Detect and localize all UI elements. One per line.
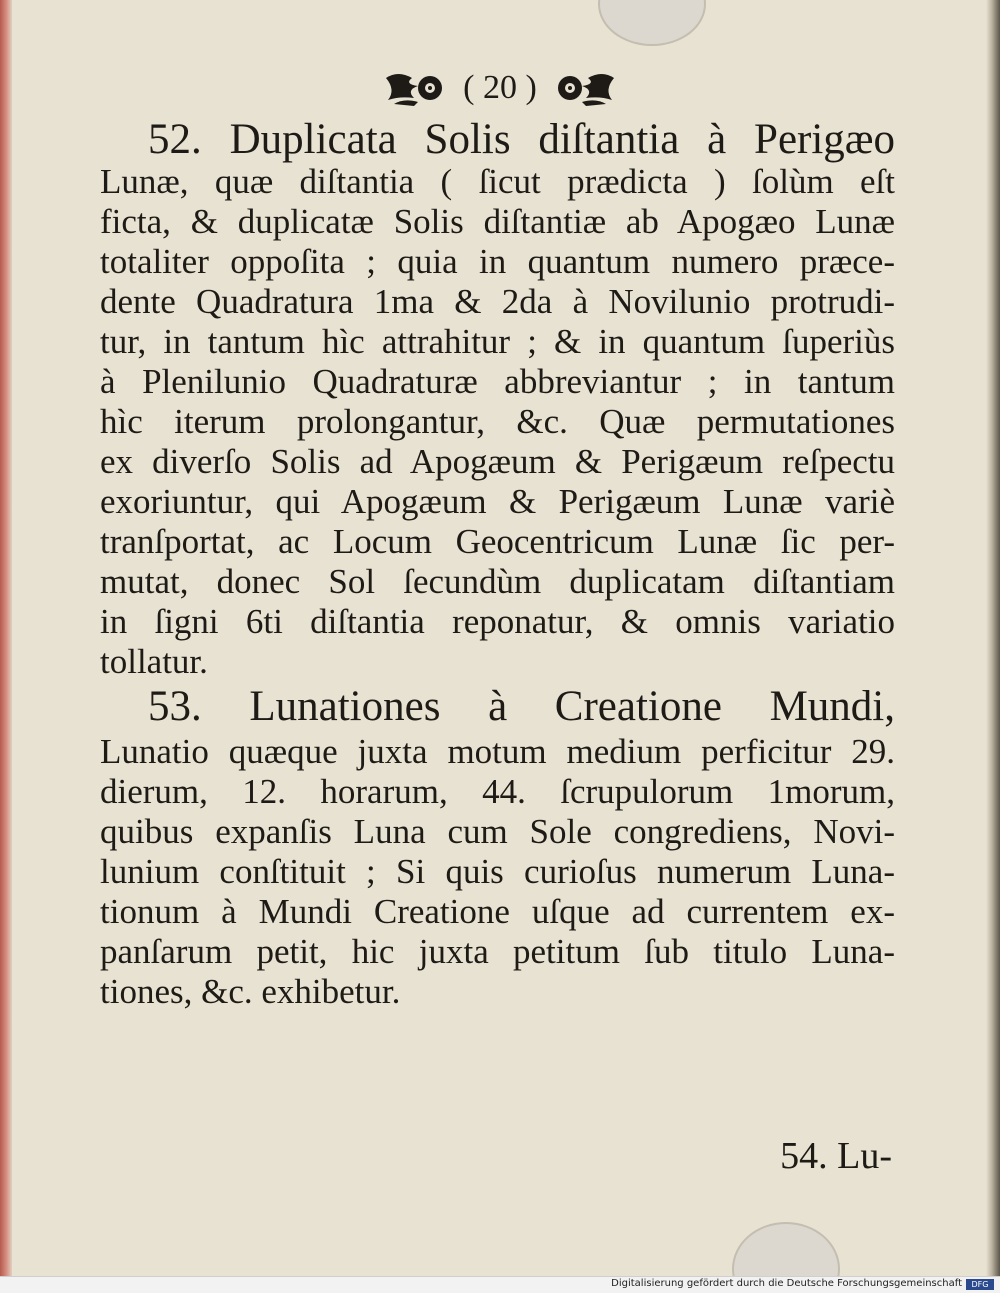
red-page-edge xyxy=(0,0,12,1276)
text-line: in ſigni 6ti diſtantia reponatur, & omnis variatio xyxy=(100,602,895,641)
text-line: tur, in tantum hìc attrahitur ; & in quantum ſuperiùs xyxy=(100,322,895,361)
dfg-logo: DFG xyxy=(966,1279,994,1290)
fleuron-ornament-right-icon xyxy=(550,68,616,108)
text-line: ficta, & duplicatæ Solis diſtantiæ ab Apogæo Lunæ xyxy=(100,202,895,241)
text-line: 52. Duplicata Solis diſtantia à Perigæo xyxy=(148,116,895,163)
gutter-shadow xyxy=(986,0,1000,1276)
text-line: Lunæ, quæ diſtantia ( ſicut prædicta ) ſolùm eſt xyxy=(100,162,895,201)
text-line: mutat, donec Sol ſecundùm duplicatam diſtantiam xyxy=(100,562,895,601)
text-line: à Plenilunio Quadraturæ abbreviantur ; in tantum xyxy=(100,362,895,401)
text-line: panſarum petit, hic juxta petitum ſub titulo Luna- xyxy=(100,932,895,971)
text-line: ex diverſo Solis ad Apogæum & Perigæum reſpectu xyxy=(100,442,895,481)
body-text xyxy=(100,118,895,1012)
paper-clip-bottom xyxy=(732,1222,840,1276)
text-line: lunium conſtituit ; Si quis curioſus numerum Luna- xyxy=(100,852,895,891)
footer-bar xyxy=(0,1276,1000,1293)
fleuron-ornament-left-icon xyxy=(384,68,450,108)
text-line: totaliter oppoſita ; quia in quantum numero præce- xyxy=(100,242,895,281)
paper-clip-top xyxy=(598,0,706,46)
text-line: 53. Lunationes à Creatione Mundi, xyxy=(148,683,895,730)
text-line: tollatur. xyxy=(100,642,208,681)
text-line: dierum, 12. horarum, 44. ſcrupulorum 1morum, xyxy=(100,772,895,811)
text-line: quibus expanſis Luna cum Sole congrediens, Novi- xyxy=(100,812,895,851)
page-number: ( 20 ) xyxy=(463,69,537,106)
page-header xyxy=(0,68,1000,116)
catchword: 54. Lu- xyxy=(780,1135,892,1177)
text-line: hìc iterum prolongantur, &c. Quæ permutationes xyxy=(100,402,895,441)
text-line: tiones, &c. exhibetur. xyxy=(100,972,401,1011)
text-line: tionum à Mundi Creatione uſque ad currentem ex- xyxy=(100,892,895,931)
footer-credit: Digitalisierung gefördert durch die Deutsche Forschungsgemeinschaft xyxy=(611,1278,962,1289)
text-line: Lunatio quæque juxta motum medium perficitur 29. xyxy=(100,732,895,771)
text-line: exoriuntur, qui Apogæum & Perigæum Lunæ variè xyxy=(100,482,895,521)
text-line: tranſportat, ac Locum Geocentricum Lunæ ſic per- xyxy=(100,522,895,561)
text-line: dente Quadratura 1ma & 2da à Novilunio protrudi- xyxy=(100,282,895,321)
